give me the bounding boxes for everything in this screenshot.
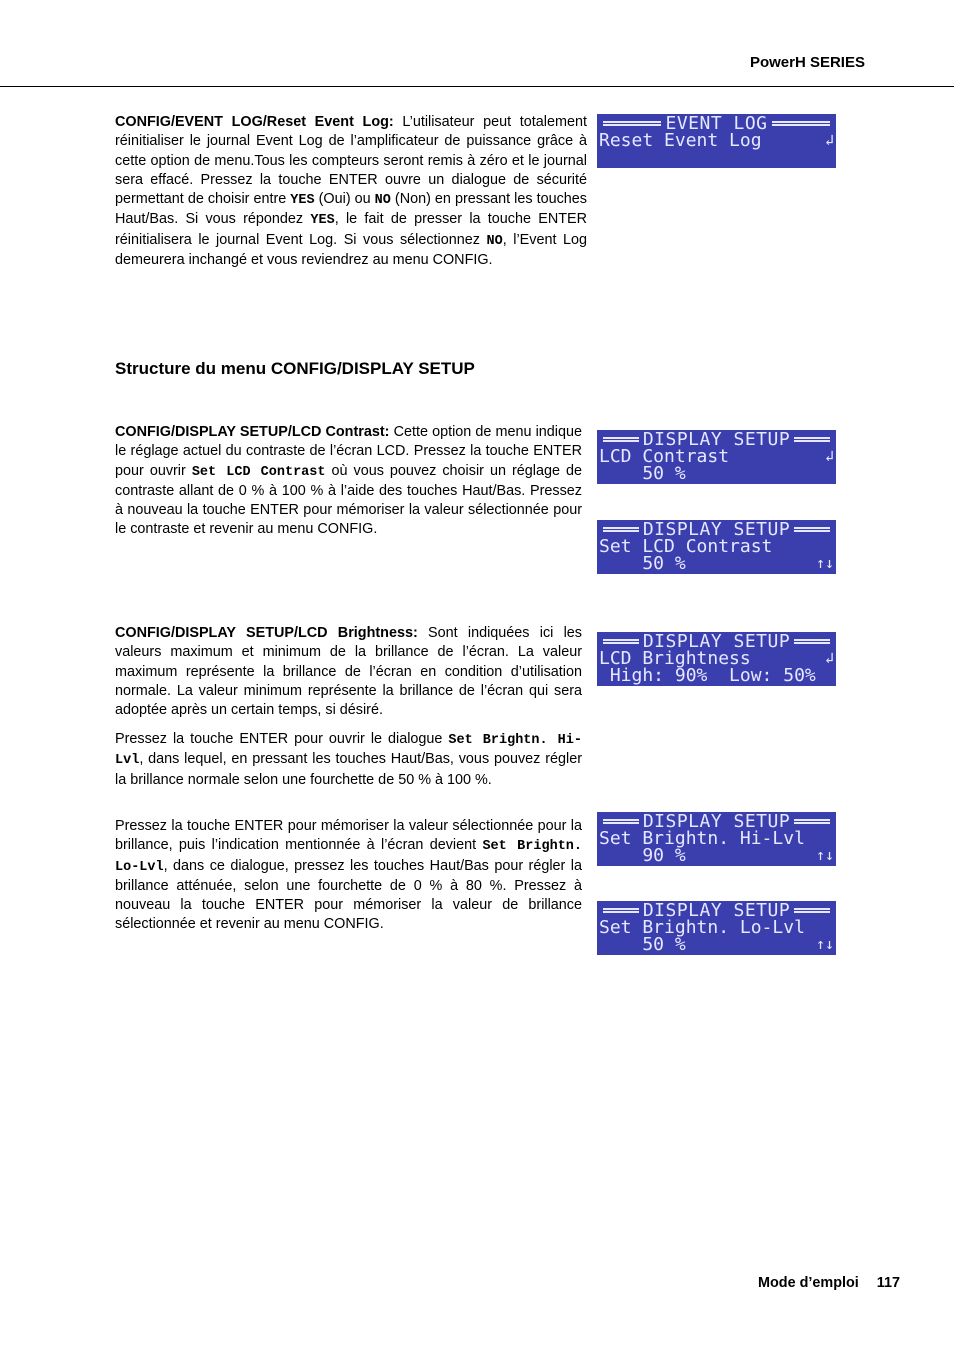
lcd-text: LCD Brightness xyxy=(599,648,751,669)
code-yes: YES xyxy=(310,213,335,229)
lcd-title-bar xyxy=(794,908,830,913)
lcd-title: DISPLAY SETUP xyxy=(642,812,791,832)
enter-icon: ↲ xyxy=(824,649,834,667)
enter-icon: ↲ xyxy=(824,131,834,149)
lcd-text: High: 90% Low: 50% xyxy=(599,665,816,686)
paragraph-text: (Non) en pressant les touches Haut/Bas. Si vous répondez xyxy=(115,191,587,228)
section-heading: Structure du menu CONFIG/DISPLAY SETUP xyxy=(115,359,475,378)
lcd-text: Set Brightn. Hi-Lvl xyxy=(599,828,805,849)
paragraph-text: Sont indiquées ici les valeurs maximum et minimum de la brillance de l’écran. La valeur maximum représente la brillance de l’écran en condition d’utilisation normale. La valeur minimum représente la brillance de l’écran qui sera adoptée après un certain temps, si désiré. xyxy=(115,625,582,719)
paragraph-text: L’utilisateur peut totalement réinitialiser le journal Event Log de l’amplificateur de puissance grâce à cette option de menu.Tous les compteurs seront remis à zéro et le journal sera effacé. Pressez la touche ENTER ouvre un dialogue de sécurité permettant de choisir entre xyxy=(115,114,587,208)
lcd-title: DISPLAY SETUP xyxy=(642,520,791,540)
lcd-title: DISPLAY SETUP xyxy=(642,901,791,921)
paragraph-text: (Oui) ou xyxy=(314,191,375,208)
lcd-title-bar xyxy=(794,819,830,824)
header-divider xyxy=(0,86,954,87)
paragraph-brightness-hi xyxy=(115,730,582,790)
code-set-brightn-lo: Set Brightn. Lo-Lvl xyxy=(115,839,582,875)
header-title: PowerH SERIES xyxy=(749,54,865,71)
footer-label: Mode d’emploi xyxy=(758,1275,859,1291)
lcd-set-brightn-hi-lvl xyxy=(597,812,836,866)
paragraph-text: , l’Event Log demeurera inchangé et vous reviendrez au menu CONFIG. xyxy=(115,231,588,269)
paragraph-label: CONFIG/DISPLAY SETUP/LCD Brightness: xyxy=(115,625,418,641)
page-number: 117 xyxy=(876,1275,900,1291)
lcd-text: Set LCD Contrast xyxy=(599,536,773,557)
paragraph-brightness-lo xyxy=(115,817,582,935)
lcd-title-bar xyxy=(603,819,639,824)
paragraph-lcd-brightness xyxy=(115,624,582,720)
lcd-row xyxy=(599,465,834,482)
lcd-text: Set Brightn. Lo-Lvl xyxy=(599,917,805,938)
lcd-text: LCD Contrast xyxy=(599,446,730,467)
lcd-set-lcd-contrast xyxy=(597,520,836,574)
lcd-text: 50 % xyxy=(599,553,686,574)
lcd-title-bar xyxy=(603,639,639,644)
code-set-brightn-hi: Set Brightn. Hi-Lvl xyxy=(115,733,582,769)
paragraph-label: CONFIG/DISPLAY SETUP/LCD Contrast: xyxy=(115,424,390,440)
lcd-set-brightn-lo-lvl xyxy=(597,901,836,955)
up-down-arrows-icon: ↑↓ xyxy=(815,554,834,572)
paragraph-text: , le fait de presser la touche ENTER réinitialisera le journal Event Log. Si vous sélectionnez xyxy=(115,211,587,248)
lcd-text: 90 % xyxy=(599,845,686,866)
enter-icon: ↲ xyxy=(824,447,834,465)
lcd-title: DISPLAY SETUP xyxy=(642,430,791,450)
lcd-event-log xyxy=(597,114,836,168)
paragraph-label: CONFIG/EVENT LOG/Reset Event Log: xyxy=(115,114,394,130)
paragraph-text: Pressez la touche ENTER pour ouvrir le dialogue xyxy=(115,731,449,747)
lcd-text: 50 % xyxy=(599,934,686,955)
lcd-title-bar xyxy=(772,121,830,126)
code-no: NO xyxy=(486,233,503,249)
lcd-row xyxy=(599,847,834,864)
lcd-title-bar xyxy=(603,908,639,913)
lcd-row xyxy=(599,149,834,166)
lcd-title: DISPLAY SETUP xyxy=(642,632,791,652)
lcd-title-bar xyxy=(603,527,639,532)
code-set-lcd-contrast: Set LCD Contrast xyxy=(191,464,326,480)
lcd-title-bar xyxy=(603,437,639,442)
lcd-text: Reset Event Log xyxy=(599,130,762,151)
lcd-row xyxy=(599,555,834,572)
paragraph-text: , dans ce dialogue, pressez les touches Haut/Bas pour régler la brillance atténuée, selon une fourchette de 0 % à 80 %. Pressez à nouveau la touche ENTER pour mémoriser la valeur de brillance sélectionnée et revenir au menu CONFIG. xyxy=(115,857,582,933)
lcd-text: 50 % xyxy=(599,463,686,484)
up-down-arrows-icon: ↑↓ xyxy=(815,935,834,953)
paragraph-reset-event-log xyxy=(115,113,587,270)
paragraph-lcd-contrast xyxy=(115,423,582,540)
paragraph-text: Cette option de menu indique le réglage actuel du contraste de l’écran LCD. Pressez la touche ENTER pour ouvrir xyxy=(115,424,582,479)
lcd-title-bar xyxy=(603,121,661,126)
paragraph-text: , dans lequel, en pressant les touches Haut/Bas, vous pouvez régler la brillance normale selon une fourchette de 50 % à 100 %. xyxy=(115,751,582,788)
paragraph-text: Pressez la touche ENTER pour mémoriser la valeur sélectionnée pour la brillance, puis l’indication mentionnée à l’écran devient xyxy=(115,818,582,854)
footer xyxy=(758,1275,900,1291)
code-yes: YES xyxy=(290,193,315,209)
code-no: NO xyxy=(374,193,391,209)
lcd-title-bar xyxy=(794,527,830,532)
lcd-lcd-contrast xyxy=(597,430,836,484)
lcd-row xyxy=(599,667,834,684)
lcd-row xyxy=(599,132,834,149)
lcd-title-bar xyxy=(794,437,830,442)
lcd-title-bar xyxy=(794,639,830,644)
up-down-arrows-icon: ↑↓ xyxy=(815,846,834,864)
lcd-row xyxy=(599,936,834,953)
paragraph-text: où vous pouvez choisir un réglage de contraste allant de 0 % à 100 % à l’aide des touches Haut/Bas. Pressez à nouveau la touche ENTER pour mémoriser la valeur sélectionnée pour le contraste et revenir au menu CONFIG. xyxy=(115,462,582,538)
lcd-title: EVENT LOG xyxy=(665,114,768,134)
lcd-lcd-brightness xyxy=(597,632,836,686)
